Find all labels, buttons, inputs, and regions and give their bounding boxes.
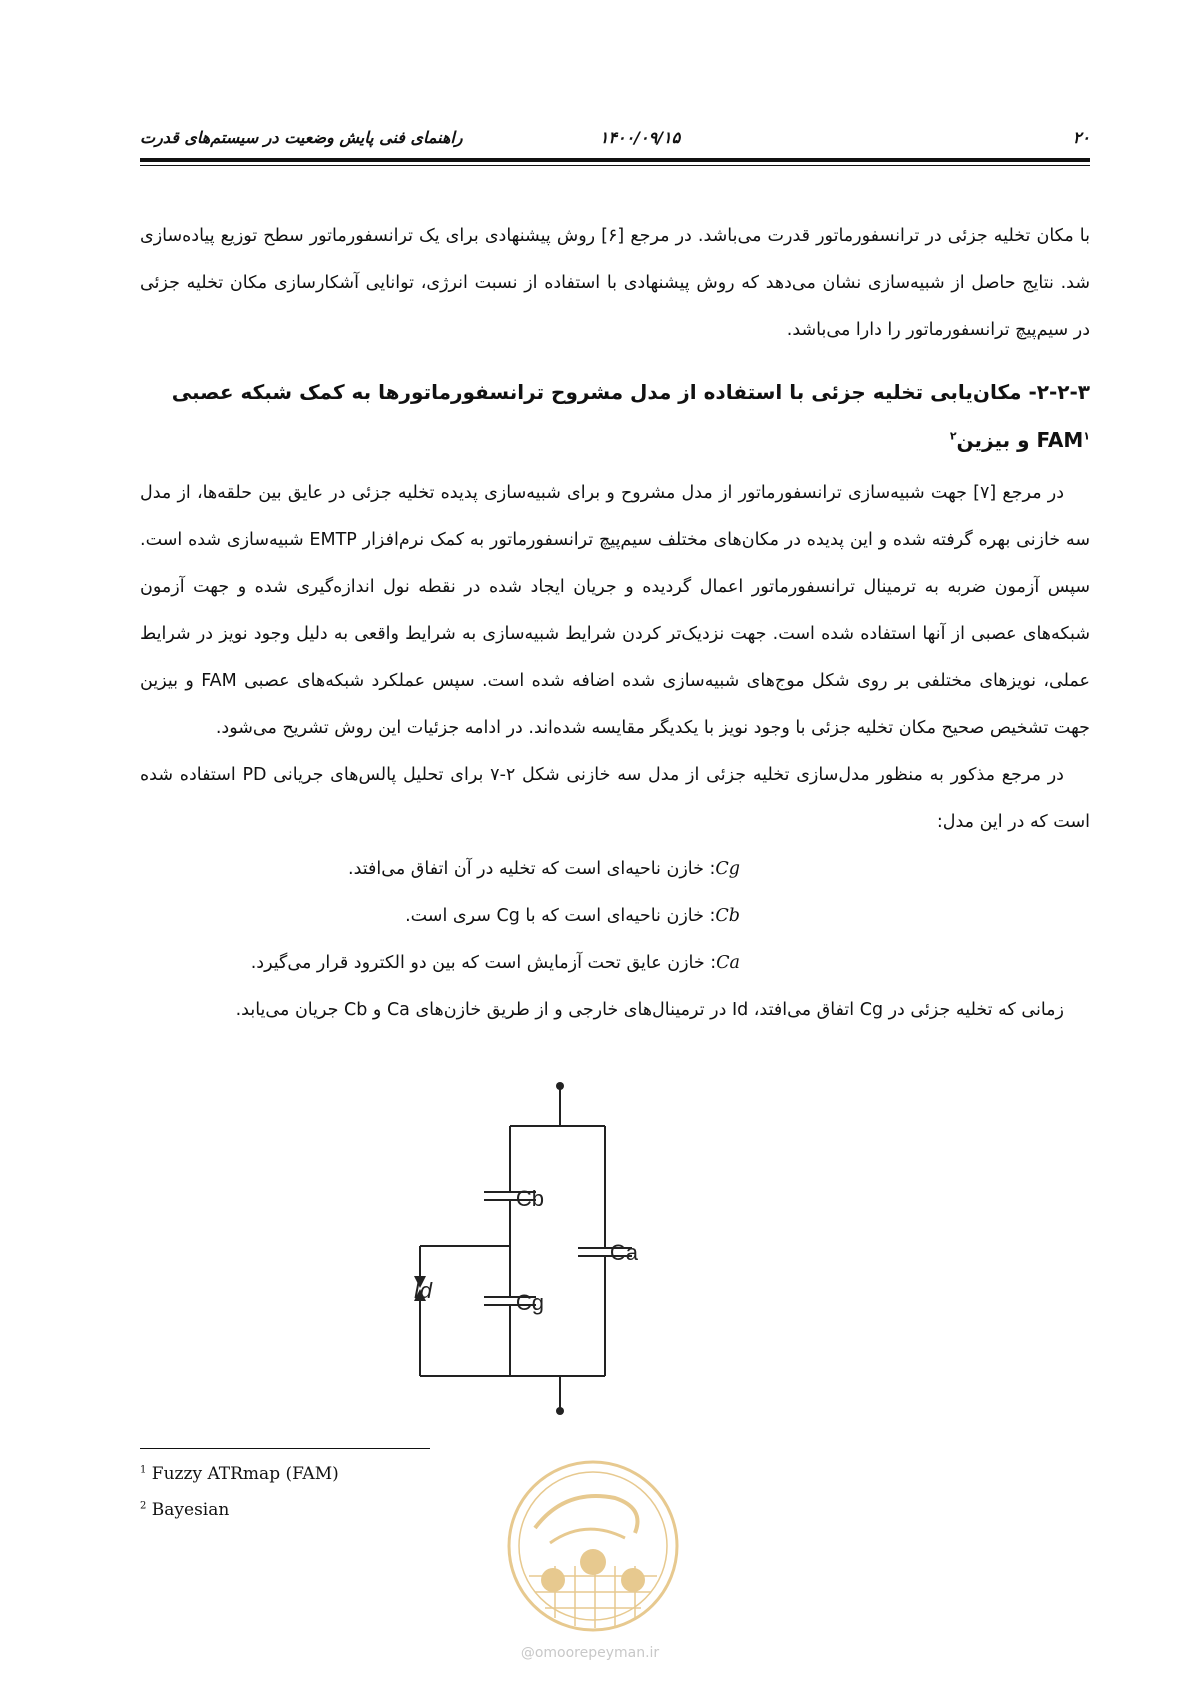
- definition-ca: [140, 940, 1090, 987]
- seal-logo: [505, 1458, 681, 1634]
- definition-cb-text: : خازن ناحیه‌ای است که با Cg سری است.: [405, 906, 716, 926]
- footnote-rule: [140, 1448, 430, 1449]
- footnote-1: [140, 1464, 339, 1484]
- paragraph-model: در مرجع مذکور به منظور مدل‌سازی تخلیه جزئی از مدل سه خازنی شکل ۲-۷ برای تحلیل پالس‌های جریانی PD استفاده شده است که در این مدل:: [140, 765, 1090, 832]
- paragraph-intro: با مکان تخلیه جزئی در ترانسفورماتور قدرت می‌باشد. در مرجع [۶] روش پیشنهادی برای یک ترانسفورماتور سطح توزیع پیاده‌سازی شد. نتایج حاصل از شبیه‌سازی نشان می‌دهد که روش پیشنهادی با استفاده از نسبت انرژی، توانایی آشکارسازی مکان تخلیه جزئی در سیم‌پیچ ترانسفورماتور را دارا می‌باشد.: [140, 226, 1090, 340]
- label-cg: Cg: [515, 1290, 544, 1315]
- document-body: [140, 213, 1090, 1034]
- section-heading-and: و بیزین: [956, 428, 1037, 452]
- label-cb: Cb: [515, 1186, 544, 1211]
- footnote-1-text: Fuzzy ATRmap (FAM): [151, 1464, 339, 1484]
- section-heading-main: ۲-۲-۳- مکان‌یابی تخلیه جزئی با استفاده از مدل مشروح ترانسفورماتورها به کمک شبکه عصبی FAM: [171, 380, 1090, 452]
- footnote-ref-2[interactable]: ۲: [949, 429, 957, 443]
- header-rule-thin: [140, 165, 1090, 166]
- label-ca: Ca: [609, 1240, 638, 1265]
- footnote-1-number: 1: [140, 1464, 147, 1476]
- footnote-2-number: 2: [140, 1500, 147, 1512]
- section-heading: [140, 368, 1090, 464]
- definition-cg: [140, 846, 1090, 893]
- footnote-2: [140, 1500, 229, 1520]
- header-date: ۱۴۰۰/۰۹/۱۵: [599, 128, 681, 147]
- paragraph-current: زمانی که تخلیه جزئی در Cg اتفاق می‌افتد، Id در ترمینال‌های خارجی و از طریق خازن‌های Ca و Cb جریان می‌یابد.: [235, 1000, 1064, 1020]
- definition-cb: [140, 893, 1090, 940]
- footnote-ref-1[interactable]: ۱: [1083, 429, 1090, 443]
- three-capacitor-circuit: [413, 1086, 740, 1426]
- symbol-ca: Ca: [716, 953, 740, 973]
- watermark-url: @omoorepeyman.ir: [520, 1645, 660, 1661]
- footnote-2-text: Bayesian: [151, 1500, 230, 1520]
- definition-cg-text: : خازن ناحیه‌ای است که تخلیه در آن اتفاق می‌افتد.: [348, 859, 716, 879]
- label-id: Id: [413, 1278, 432, 1303]
- seal-icon: [505, 1458, 681, 1634]
- symbol-cb: Cb: [715, 906, 740, 926]
- header-rule-thick: [140, 158, 1090, 162]
- header-title: راهنمای فنی پایش وضعیت در سیستم‌های قدرت: [140, 128, 463, 147]
- definition-ca-text: : خازن عایق تحت آزمایش است که بین دو الکترود قرار می‌گیرد.: [250, 953, 717, 973]
- paragraph-method: در مرجع [۷] جهت شبیه‌سازی ترانسفورماتور از مدل مشروح و برای شبیه‌سازی پدیده تخلیه جزئی در عایق بین حلقه‌ها، از مدل سه خازنی بهره گرفته شده و این پدیده در مکان‌های مختلف سیم‌پیچ ترانسفورماتور به کمک نرم‌افزار EMTP شبیه‌سازی شده است. سپس آزمون ضربه به ترمینال ترانسفورماتور اعمال گردیده و جریان ایجاد شده در نقطه نول اندازه‌گیری شده و جهت آزمون شبکه‌های عصبی از آنها استفاده شده است. جهت نزدیک‌تر کردن شرایط شبیه‌سازی به شرایط واقعی به دلیل وجود نویز در شرایط عملی، نویزهای مختلفی بر روی شکل موج‌های شبیه‌سازی شده اضافه شده است. سپس عملکرد شبکه‌های عصبی FAM و بیزین جهت تشخیص صحیح مکان تخلیه جزئی با وجود نویز با یکدیگر مقایسه شده‌اند. در ادامه جزئیات این روش تشریح می‌شود.: [140, 483, 1090, 738]
- circuit-diagram: [413, 1086, 740, 1426]
- symbol-cg: Cg: [715, 859, 740, 879]
- page-number: ۲۰: [1072, 128, 1090, 147]
- page-header: [140, 128, 1090, 150]
